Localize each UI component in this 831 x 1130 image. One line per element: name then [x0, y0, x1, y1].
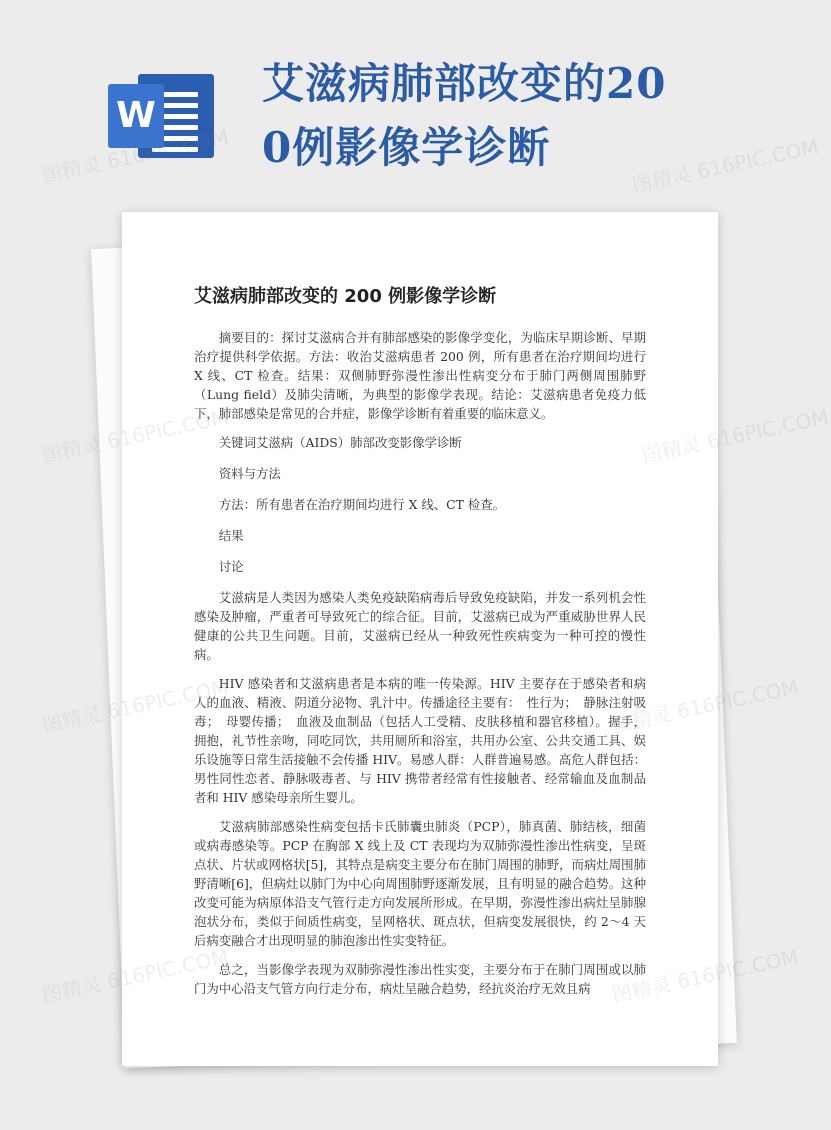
body-paragraph: 总之，当影像学表现为双肺弥漫性渗出性实变，主要分布于在肺门周围或以肺门为中心沿支气管方向行走分布，病灶呈融合趋势，经抗炎治疗无效且病 — [194, 962, 646, 996]
watermark: 图精灵 616PIC.COM — [39, 124, 231, 188]
document-title: 艾滋病肺部改变的 200 例影像学诊断 — [194, 286, 497, 307]
section-heading-materials: 资料与方法 — [218, 466, 281, 481]
word-document-icon — [108, 70, 216, 162]
methods-line: 方法：所有患者在治疗期间均进行 X 线、CT 检查。 — [218, 497, 505, 512]
header-banner — [0, 0, 800, 205]
watermark: 图精灵 — [39, 701, 104, 738]
watermark: 616PIC.COM — [674, 674, 801, 724]
watermark: 616PIC.COM — [674, 944, 801, 994]
section-heading-discussion: 讨论 — [218, 559, 244, 574]
body-paragraph: HIV 感染者和艾滋病患者是本病的唯一传染源。HIV 主要存在于感染者和病人的血液、精液、阴道分泌物、乳汁中。传播途径主要有： 性行为； 静脉注射吸毒； 母婴传播； 血液及血制品（包括人工受精、皮肤移植和器官移植）。握手，拥抱，礼节性亲吻，同吃同饮，共用厕所和浴室，共用办公室、公共交通工具、娱乐设施等日常生活接触不会传播 HIV。易感人群：人群普遍易感。高危人群包括：男性同性恋者、静脉吸毒者、与 HIV 携带者经常有性接触者、经常输血及血制品者和 HIV 感染母亲所生婴儿。 — [194, 676, 646, 805]
body-paragraph: 艾滋病肺部感染性病变包括卡氏肺囊虫肺炎（PCP），肺真菌、肺结核，细菌或病毒感染等。PCP 在胸部 X 线上及 CT 表现均为双肺弥漫性渗出性病变，呈斑点状、片状或网格状[5]，其特点是病变主要分布在肺门周围的肺野，而病灶周围肺野清晰[6]，但病灶以肺门为中心向周围肺野逐渐发展，且有明显的融合趋势。这种改变可能为病原体沿支气管行走方向发展所形成。在早期，弥漫性渗出病灶呈肺腺泡状分布，类似于间质性病变，呈网格状、斑点状，但病变发展很快，约 2～4 天后病变融合才出现明显的肺泡渗出性实变特征。 — [194, 819, 646, 948]
page-title: 艾滋病肺部改变的200例影像学诊断 — [262, 59, 667, 172]
watermark: 图精灵 — [39, 971, 104, 1008]
abstract-paragraph: 摘要目的：探讨艾滋病合并有肺部感染的影像学变化，为临床早期诊断、早期治疗提供科学依据。方法：收治艾滋病患者 200 例，所有患者在治疗期间均进行 X 线、CT 检查。结果：双侧肺野弥漫性渗出性病变分布于肺门两侧周围肺野（Lung field）及肺尖清晰，为典型的影像学表现。结论：艾滋病患者免疫力低下，肺部感染是常见的合并症，影像学诊断有着重要的临床意义。 — [194, 330, 646, 421]
body-paragraph: 艾滋病是人类因为感染人类免疫缺陷病毒后导致免疫缺陷，并发一系列机会性感染及肿瘤，严重者可导致死亡的综合征。目前，艾滋病已成为严重威胁世界人民健康的公共卫生问题。目前，艾滋病已经从一种致死性疾病变为一种可控的慢性病。 — [194, 590, 646, 662]
section-heading-results: 结果 — [218, 528, 244, 543]
document-body — [194, 328, 646, 1008]
keywords-line: 关键词艾滋病（AIDS）肺部改变影像学诊断 — [218, 435, 462, 450]
word-icon-letter: W — [108, 84, 164, 148]
watermark: 图精灵 616PIC.COM — [639, 404, 831, 468]
document-page — [122, 212, 718, 1066]
watermark: 图精灵 — [39, 431, 104, 468]
watermark: 图精灵 616PIC.COM — [629, 134, 821, 198]
